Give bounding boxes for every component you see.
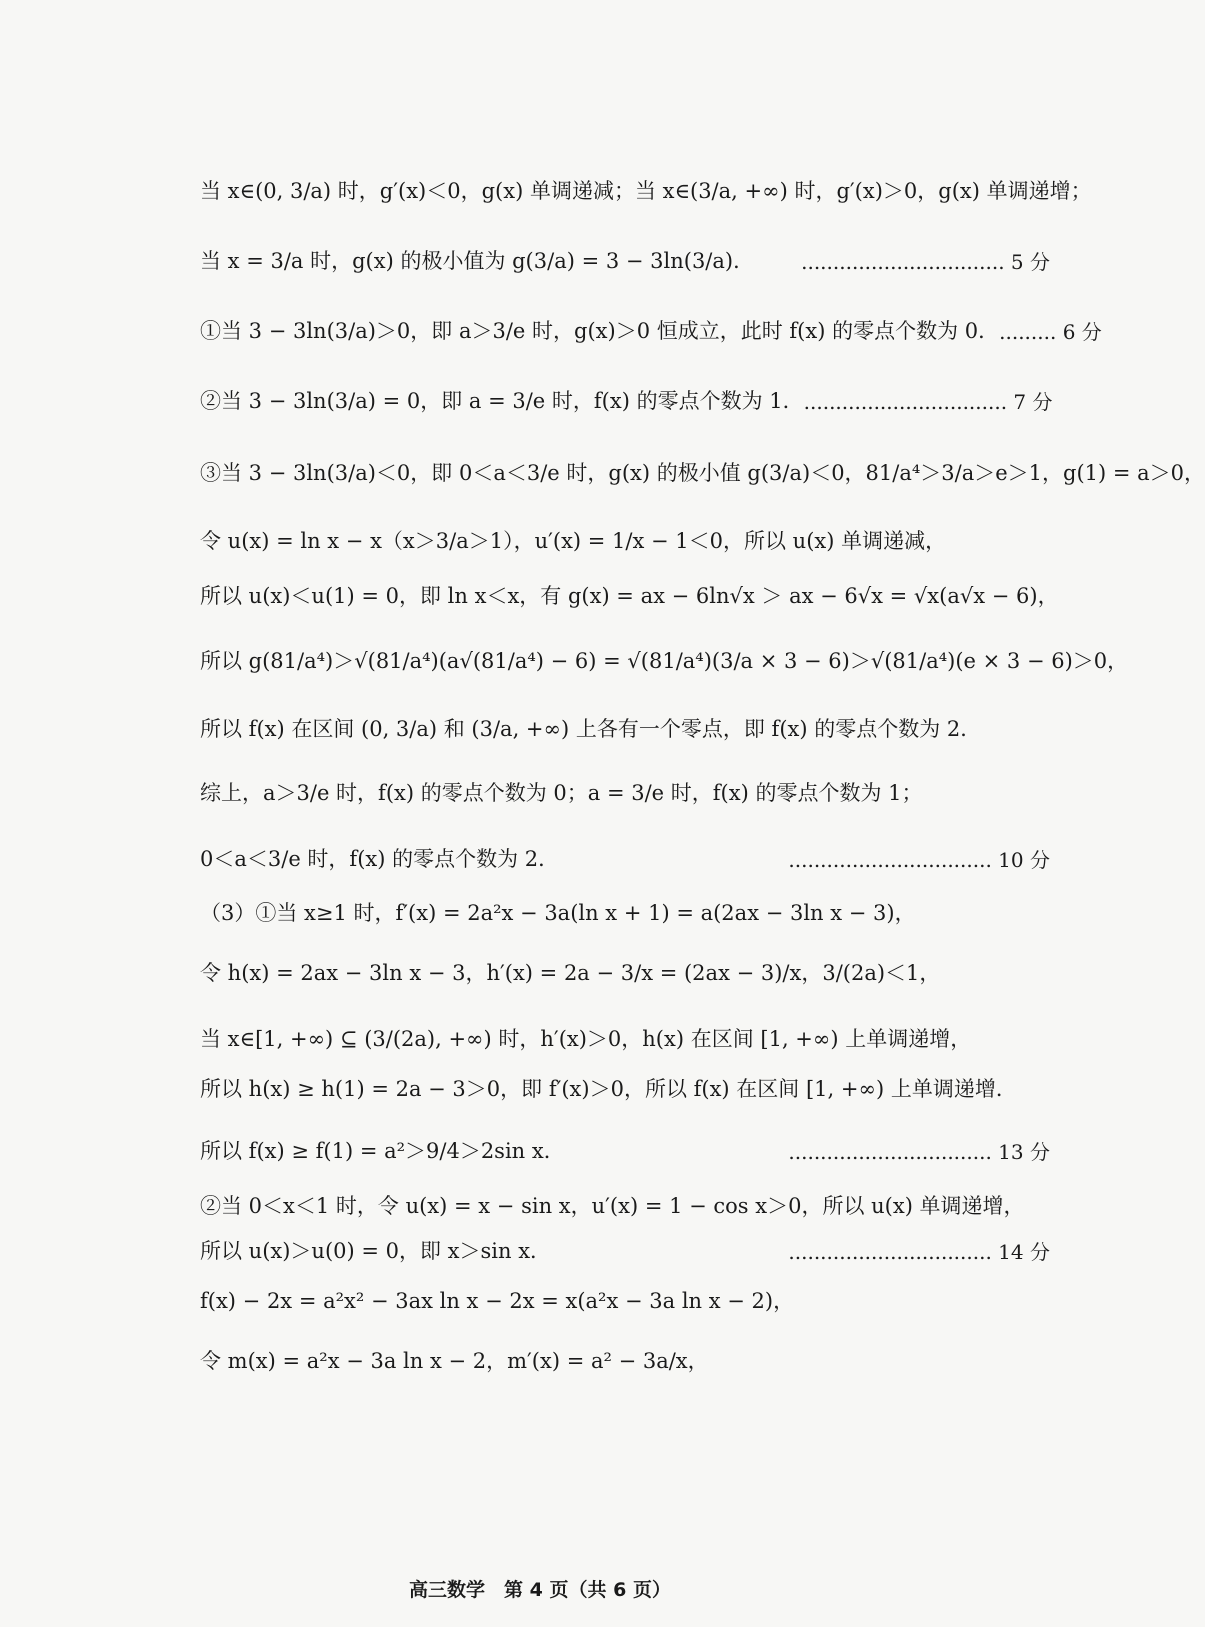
solution-text: （3）①当 x≥1 时，f′(x) = 2a²x − 3a(ln x + 1) = a(2ax − 3ln x − 3)，: [200, 901, 916, 925]
solution-line-13: [200, 962, 1050, 985]
solution-line-4: [200, 389, 1053, 414]
solution-text: 所以 g(81/a⁴)＞√(81/a⁴)(a√(81/a⁴) − 6) = √(81/a⁴)(3/a × 3 − 6)＞√(81/a⁴)(e × 3 − 6)＞0，: [200, 649, 1129, 673]
solution-line-6: [200, 530, 1050, 553]
solution-line-10: [200, 782, 1050, 805]
solution-line-17: [200, 1195, 1050, 1218]
solution-text: 令 m(x) = a²x − 3a ln x − 2，m′(x) = a² − 3a/x，: [200, 1349, 709, 1373]
solution-text: 当 x∈(0, 3/a) 时，g′(x)＜0，g(x) 单调递减；当 x∈(3/a, +∞) 时，g′(x)＞0，g(x) 单调递增；: [200, 179, 1092, 203]
score-marker: ................................ 14 分: [788, 1239, 1050, 1264]
score-marker: ................................ 7 分: [803, 389, 1053, 414]
solution-text: 0＜a＜3/e 时，f(x) 的零点个数为 2．: [200, 847, 560, 871]
solution-line-20: [200, 1350, 1050, 1373]
solution-text: 所以 f(x) ≥ f(1) = a²＞9/4＞2sin x．: [200, 1139, 565, 1163]
solution-text: ②当 3 − 3ln(3/a) = 0，即 a = 3/e 时，f(x) 的零点个数为 1．: [200, 389, 804, 413]
solution-text: f(x) − 2x = a²x² − 3ax ln x − 2x = x(a²x − 3a ln x − 2)，: [200, 1289, 795, 1313]
solution-line-15: [200, 1078, 1050, 1101]
solution-line-3: [200, 319, 1102, 344]
score-marker: ................................ 5 分: [801, 249, 1050, 274]
solution-text: 综上，a＞3/e 时，f(x) 的零点个数为 0；a = 3/e 时，f(x) 的零点个数为 1；: [200, 781, 923, 805]
score-marker: ................................ 13 分: [788, 1139, 1050, 1164]
solution-line-12: [200, 902, 1050, 925]
solution-text: 当 x∈[1, +∞) ⊆ (3/(2a), +∞) 时，h′(x)＞0，h(x) 在区间 [1, +∞) 上单调递增，: [200, 1027, 972, 1051]
solution-line-11: [200, 848, 1050, 871]
score-marker: ................................ 10 分: [788, 847, 1050, 872]
solution-text: 令 h(x) = 2ax − 3ln x − 3，h′(x) = 2a − 3/x = (2ax − 3)/x，3/(2a)＜1，: [200, 961, 941, 985]
solution-text: 当 x = 3/a 时，g(x) 的极小值为 g(3/a) = 3 − 3ln(3/a)．: [200, 249, 755, 273]
solution-text: ①当 3 − 3ln(3/a)＞0，即 a＞3/e 时，g(x)＞0 恒成立，此时 f(x) 的零点个数为 0．: [200, 319, 1000, 343]
solution-line-5: [200, 461, 1205, 485]
solution-text: ③当 3 − 3ln(3/a)＜0，即 0＜a＜3/e 时，g(x) 的极小值 g(3/a)＜0，81/a⁴＞3/a＞e＞1，g(1) = a＞0，: [200, 461, 1205, 485]
solution-text: ②当 0＜x＜1 时，令 u(x) = x − sin x，u′(x) = 1 − cos x＞0，所以 u(x) 单调递增，: [200, 1194, 1025, 1218]
solution-text: 所以 f(x) 在区间 (0, 3/a) 和 (3/a, +∞) 上各有一个零点，即 f(x) 的零点个数为 2．: [200, 717, 982, 741]
solution-text: 所以 h(x) ≥ h(1) = 2a − 3＞0，即 f′(x)＞0，所以 f(x) 在区间 [1, +∞) 上单调递增．: [200, 1077, 1017, 1101]
solution-text: 所以 u(x)＞u(0) = 0，即 x＞sin x．: [200, 1239, 552, 1263]
solution-line-9: [200, 718, 1050, 741]
solution-line-8: [200, 649, 1129, 673]
solution-line-2: [200, 250, 1050, 273]
solution-line-18: [200, 1240, 1050, 1263]
solution-text: 所以 u(x)＜u(1) = 0，即 ln x＜x，有 g(x) = ax − 6ln√x ＞ ax − 6√x = √x(a√x − 6)，: [200, 584, 1059, 608]
solution-line-16: [200, 1140, 1050, 1163]
solution-line-14: [200, 1028, 1050, 1051]
solution-line-7: [200, 584, 1059, 608]
solution-text: 令 u(x) = ln x − x（x＞3/a＞1），u′(x) = 1/x − 1＜0，所以 u(x) 单调递减，: [200, 529, 947, 553]
page-footer: 高三数学 第 4 页（共 6 页）: [409, 1579, 671, 1601]
score-marker: ......... 6 分: [999, 319, 1102, 344]
solution-line-1: [200, 179, 1092, 203]
solution-line-19: [200, 1290, 1050, 1313]
